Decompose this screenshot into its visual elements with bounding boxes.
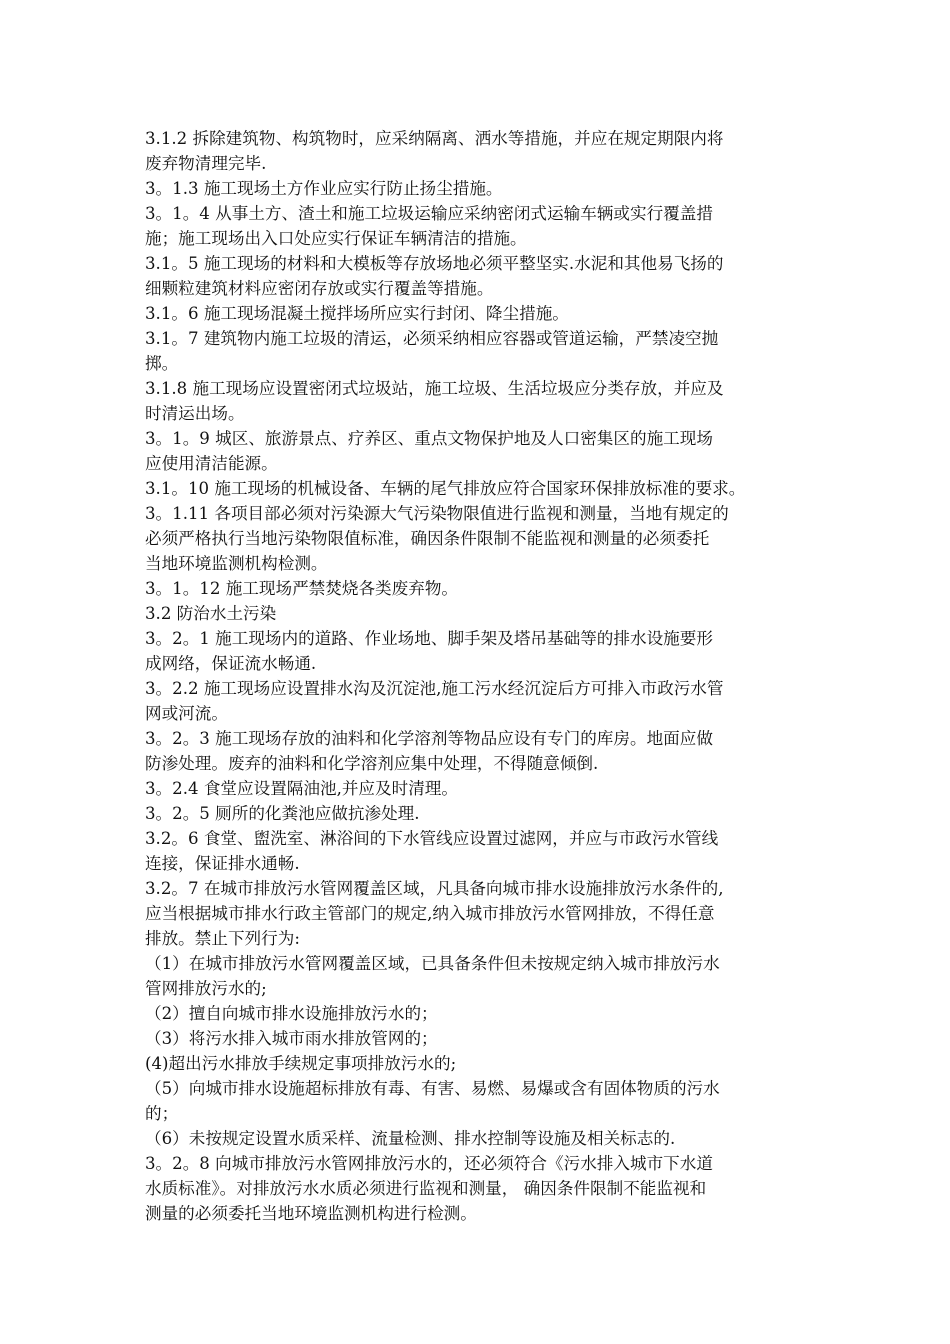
list-item	[145, 1051, 825, 1076]
text-line: 3。1.3 施工现场土方作业应实行防止扬尘措施。	[145, 179, 503, 198]
text-line: 3.1。6 施工现场混凝土搅拌场所应实行封闭、降尘措施。	[145, 304, 569, 323]
paragraph	[145, 876, 825, 951]
paragraph	[145, 201, 825, 251]
paragraph	[145, 476, 825, 501]
list-item	[145, 1026, 825, 1051]
text-line: 掷。	[145, 354, 179, 373]
paragraph	[145, 576, 825, 601]
paragraph	[145, 326, 825, 376]
text-line: 3。2。1 施工现场内的道路、作业场地、脚手架及塔吊基础等的排水设施要形	[145, 629, 713, 648]
text-line: （5）向城市排水设施超标排放有毒、有害、易燃、易爆或含有固体物质的污水	[145, 1079, 720, 1098]
text-line: 3.2。7 在城市排放污水管网覆盖区域，凡具备向城市排水设施排放污水条件的,	[145, 879, 724, 898]
text-line: （1）在城市排放污水管网覆盖区域，已具备条件但未按规定纳入城市排放污水	[145, 954, 720, 973]
text-line: 3.2 防治水土污染	[145, 604, 277, 623]
text-line: 3。2。3 施工现场存放的油料和化学溶剂等物品应设有专门的库房。地面应做	[145, 729, 713, 748]
paragraph	[145, 676, 825, 726]
section-heading	[145, 601, 825, 626]
text-line: 3.2。6 食堂、盥洗室、淋浴间的下水管线应设置过滤网，并应与市政污水管线	[145, 829, 719, 848]
text-line: 3。1.11 各项目部必须对污染源大气污染物限值进行监视和测量，当地有规定的	[145, 504, 729, 523]
text-line: 施；施工现场出入口处应实行保证车辆清洁的措施。	[145, 229, 527, 248]
text-line: 3.1。5 施工现场的材料和大模板等存放场地必须平整坚实.水泥和其他易飞扬的	[145, 254, 724, 273]
text-line: 3.1.8 施工现场应设置密闭式垃圾站，施工垃圾、生活垃圾应分类存放，并应及	[145, 379, 724, 398]
list-item	[145, 1076, 825, 1126]
paragraph	[145, 726, 825, 776]
text-line: 3。2.2 施工现场应设置排水沟及沉淀池,施工污水经沉淀后方可排入市政污水管	[145, 679, 724, 698]
text-line: 防渗处理。废弃的油料和化学溶剂应集中处理，不得随意倾倒.	[145, 754, 599, 773]
text-line: （3）将污水排入城市雨水排放管网的；	[145, 1029, 438, 1048]
text-line: 的；	[145, 1104, 179, 1123]
text-line: 3。2。5 厕所的化粪池应做抗渗处理.	[145, 804, 420, 823]
text-line: 3。1。4 从事土方、渣土和施工垃圾运输应采纳密闭式运输车辆或实行覆盖措	[145, 204, 713, 223]
text-line: 3.1.2 拆除建筑物、构筑物时，应采纳隔离、洒水等措施，并应在规定期限内将	[145, 129, 724, 148]
text-line: 时清运出场。	[145, 404, 245, 423]
text-line: 细颗粒建筑材料应密闭存放或实行覆盖等措施。	[145, 279, 494, 298]
paragraph	[145, 376, 825, 426]
text-line: 水质标准》。对排放污水水质必须进行监视和测量， 确因条件限制不能监视和	[145, 1179, 707, 1198]
text-line: 网或河流。	[145, 704, 228, 723]
text-line: 管网排放污水的;	[145, 979, 267, 998]
paragraph	[145, 126, 825, 176]
text-line: 当地环境监测机构检测。	[145, 554, 328, 573]
text-line: 3。1。12 施工现场严禁焚烧各类废弃物。	[145, 579, 459, 598]
text-line: 成网络，保证流水畅通.	[145, 654, 317, 673]
text-line: 3。2。8 向城市排放污水管网排放污水的，还必须符合《污水排入城市下水道	[145, 1154, 713, 1173]
text-line: （2）擅自向城市排水设施排放污水的；	[145, 1004, 438, 1023]
paragraph	[145, 251, 825, 301]
text-line: 连接，保证排水通畅.	[145, 854, 300, 873]
text-line: 3。2.4 食堂应设置隔油池,并应及时清理。	[145, 779, 458, 798]
text-line: 3.1。7 建筑物内施工垃圾的清运，必须采纳相应容器或管道运输，严禁凌空抛	[145, 329, 719, 348]
text-line: 测量的必须委托当地环境监测机构进行检测。	[145, 1204, 477, 1223]
text-line: 3。1。9 城区、旅游景点、疗养区、重点文物保护地及人口密集区的施工现场	[145, 429, 713, 448]
paragraph	[145, 176, 825, 201]
text-line: (4)超出污水排放手续规定事项排放污水的;	[145, 1054, 457, 1073]
text-line: 排放。禁止下列行为:	[145, 929, 300, 948]
text-line: 应使用清洁能源。	[145, 454, 278, 473]
text-line: 3.1。10 施工现场的机械设备、车辆的尾气排放应符合国家环保排放标准的要求。	[145, 479, 746, 498]
paragraph	[145, 301, 825, 326]
paragraph	[145, 801, 825, 826]
list-item	[145, 1001, 825, 1026]
paragraph	[145, 776, 825, 801]
paragraph	[145, 426, 825, 476]
text-line: 必须严格执行当地污染物限值标准，确因条件限制不能监视和测量的必须委托	[145, 529, 710, 548]
text-line: （6）未按规定设置水质采样、流量检测、排水控制等设施及相关标志的.	[145, 1129, 676, 1148]
text-line: 废弃物清理完毕.	[145, 154, 267, 173]
paragraph	[145, 626, 825, 676]
list-item	[145, 1126, 825, 1151]
document-body	[145, 126, 825, 1226]
list-item	[145, 951, 825, 1001]
paragraph	[145, 826, 825, 876]
paragraph	[145, 1151, 825, 1226]
text-line: 应当根据城市排水行政主管部门的规定,纳入城市排放污水管网排放，不得任意	[145, 904, 715, 923]
paragraph	[145, 501, 825, 576]
